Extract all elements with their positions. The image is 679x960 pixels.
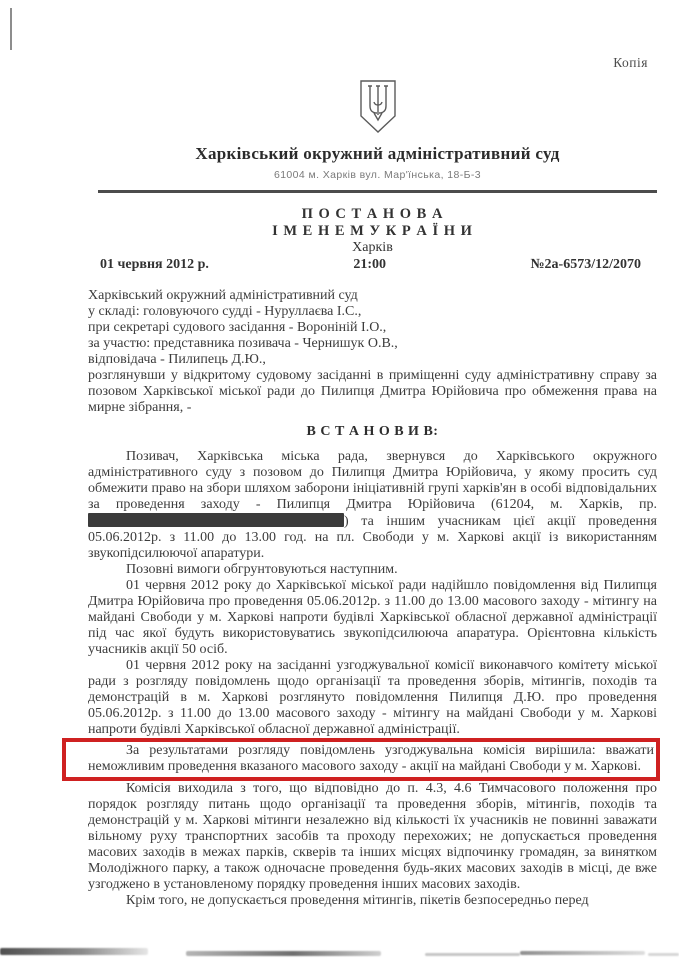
- header-divider: [98, 190, 657, 193]
- decree-city: Харків: [352, 240, 393, 255]
- paragraph-grounds-intro: Позовні вимоги обгрунтовуються наступним.: [126, 562, 398, 577]
- established-heading: В С Т А Н О В И В:: [306, 424, 439, 439]
- decree-date: 01 червня 2012 р.: [100, 257, 209, 272]
- decree-time: 21:00: [353, 257, 387, 272]
- document-header: [98, 80, 657, 193]
- case-number: №2а-6573/12/2070: [530, 257, 641, 272]
- decree-title: П О С Т А Н О В А: [301, 206, 444, 222]
- ukraine-trident-emblem-icon: [358, 80, 398, 139]
- paragraph-claim: [88, 449, 657, 562]
- decree-meta-row: [88, 257, 657, 273]
- decree-subtitle: І М Е Н Е М У К Р А Ї Н И: [272, 223, 473, 239]
- composition-line: відповідача - Пилипець Д.Ю.,: [88, 352, 266, 367]
- paragraph-commission-reasoning: Комісія виходила з того, що відповідно до п. 4.3, 4.6 Тимчасового положення про порядок розгляду питань щодо організації та проведення зборів, мітингів, походів та демонстрацій у м. Харкові мітинги незалежно від кількості їх учасників не повинні заважати вільному руху транспортних засобів та проходу перехожих; не допускається проведення масових заходів в межах парків, скверів та інших місцях відпочинку громадян, за винятком Молодіжного парку, а також одночасне проведення будь-яких масових заходів в місці, де вже узгоджено в установленому порядку проведення інших масових заходів.: [88, 781, 657, 892]
- intro-paragraph: розглянувши у відкритому судовому засіданні в приміщенні суду адміністративну справу за позовом Харківської міської ради до Пилипця Дмитра Юрійовича про обмеження права на мирне зібрання, -: [88, 368, 657, 415]
- copy-stamp-label: Копія: [613, 55, 648, 70]
- scan-bottom-artifact: [425, 953, 520, 956]
- court-name: Харківський окружний адміністративний суд: [195, 144, 560, 163]
- paragraph-notification: 01 червня 2012 року до Харківської міської ради надійшло повідомлення від Пилипця Дмитра Юрійовича про проведення 05.06.2012р. з 11.00 до 13.00 масового заходу - мітингу на майдані Свободи у м. Харкові напроти будівлі Харківської обласної державної адміністрації під час якої будуть використовуватись звукопідсилююча апаратура. Орієнтовна кількість учасників акції 50 осіб.: [88, 578, 657, 657]
- scan-edge-artifact: [10, 8, 12, 50]
- paragraph-commission-decision: За результатами розгляду повідомлень узгоджувальна комісія вирішила: вважати неможливим проведення вказаного масового заходу - акції на майдані Свободи у м. Харкові.: [88, 743, 654, 774]
- redacted-address-bar: [88, 513, 344, 527]
- scan-bottom-artifact: [648, 953, 679, 956]
- document-body: [88, 288, 657, 909]
- scan-bottom-artifact: [520, 951, 645, 955]
- red-highlight-box: [62, 738, 660, 781]
- scan-bottom-artifact: [0, 948, 148, 955]
- composition-line: у складі: головуючого судді - Нуруллаєва І.С.,: [88, 304, 362, 319]
- scan-bottom-artifact: [186, 951, 381, 956]
- decree-title-block: [88, 206, 657, 273]
- composition-line: Харківський окружний адміністративний суд: [88, 288, 358, 303]
- paragraph-additional-restriction: Крім того, не допускається проведення мітингів, пікетів безпосередньо перед: [126, 893, 589, 908]
- composition-line: при секретарі судового засідання - Вороніній І.О.,: [88, 320, 387, 335]
- court-address: 61004 м. Харків вул. Мар'їнська, 18-Б-3: [273, 169, 482, 181]
- paragraph-claim-continuation: ) та іншим учасникам цієї акції проведення 05.06.2012р. з 11.00 до 13.00 год. на пл. Свободи у м. Харкові акції із використанням звукопідсилюючої апаратури.: [88, 514, 657, 561]
- paragraph-commission-session: 01 червня 2012 року на засіданні узгоджувальної комісії виконавчого комітету міської ради з розгляду повідомлень щодо організації та проведення зборів, мітингів, походів та демонстрацій в м. Харкові розглянуто повідомлення Пилипця Д.Ю. про проведення 05.06.2012р. з 11.00 до 13.00 масового заходу - мітингу на майдані Свободи у м. Харкові напроти будівлі Харківської обласної державної адміністрації.: [88, 658, 657, 737]
- paragraph-claim-text: Позивач, Харківська міська рада, звернувся до Харківського окружного адміністративного суду з позовом до Пилипця Дмитра Юрійовича, у якому просить суд обмежити право на збори шляхом заборони ініціативній групі харків'ян в особі відповідальних за проведення заходу - Пилипця Дмитра Юрійовича (61204, м. Харків, пр.: [88, 449, 657, 512]
- composition-line: за участю: представника позивача - Чернишук О.В.,: [88, 336, 398, 351]
